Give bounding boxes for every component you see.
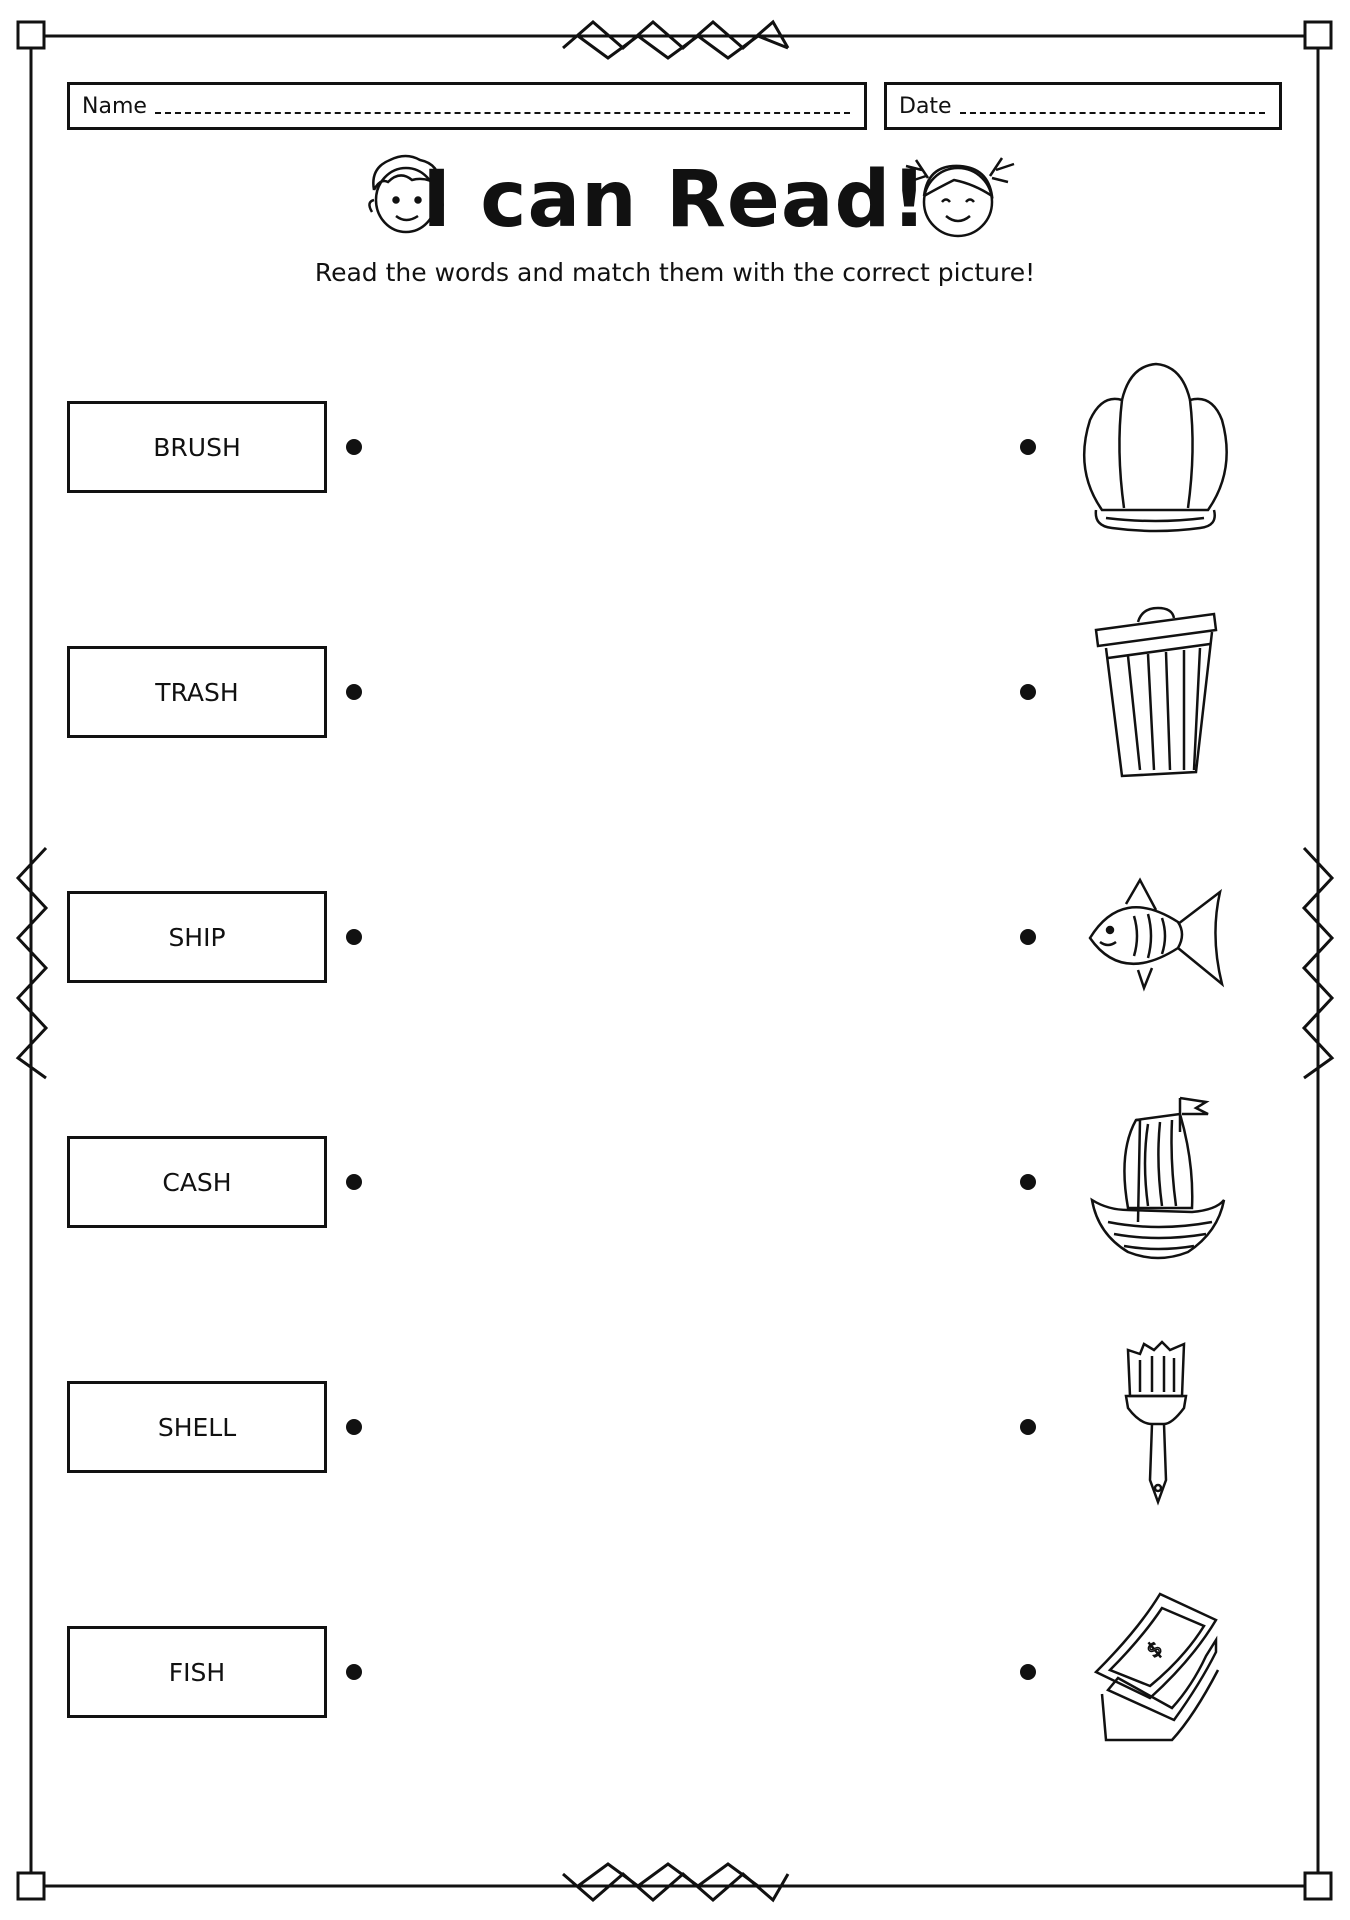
left-match-dot-2[interactable] — [346, 684, 362, 700]
word-box-6: FISH — [67, 1626, 327, 1718]
instructions: Read the words and match them with the correct picture! — [314, 258, 1036, 287]
right-match-dot-6[interactable] — [1020, 1664, 1036, 1680]
paintbrush-icon — [1118, 1340, 1198, 1508]
left-match-dot-4[interactable] — [346, 1174, 362, 1190]
trash-can-icon — [1088, 604, 1230, 784]
name-line — [155, 98, 850, 114]
page-title: I can Read! — [422, 155, 928, 245]
right-match-dot-3[interactable] — [1020, 929, 1036, 945]
left-match-dot-3[interactable] — [346, 929, 362, 945]
ship-icon — [1088, 1092, 1230, 1272]
word-box-3: SHIP — [67, 891, 327, 983]
svg-text:$: $ — [1141, 1635, 1167, 1663]
right-match-dot-5[interactable] — [1020, 1419, 1036, 1435]
name-label: Name — [82, 93, 147, 119]
name-field[interactable] — [67, 82, 867, 130]
cash-icon — [1088, 1590, 1228, 1742]
date-field[interactable] — [884, 82, 1282, 130]
right-match-dot-2[interactable] — [1020, 684, 1036, 700]
right-match-dot-1[interactable] — [1020, 439, 1036, 455]
word-box-1: BRUSH — [67, 401, 327, 493]
left-match-dot-1[interactable] — [346, 439, 362, 455]
fish-icon — [1082, 876, 1230, 992]
word-box-5: SHELL — [67, 1381, 327, 1473]
right-match-dot-4[interactable] — [1020, 1174, 1036, 1190]
left-match-dot-5[interactable] — [346, 1419, 362, 1435]
word-box-4: CASH — [67, 1136, 327, 1228]
date-line — [960, 98, 1265, 114]
word-box-2: TRASH — [67, 646, 327, 738]
date-label: Date — [899, 93, 952, 119]
shell-icon — [1072, 360, 1242, 536]
left-match-dot-6[interactable] — [346, 1664, 362, 1680]
